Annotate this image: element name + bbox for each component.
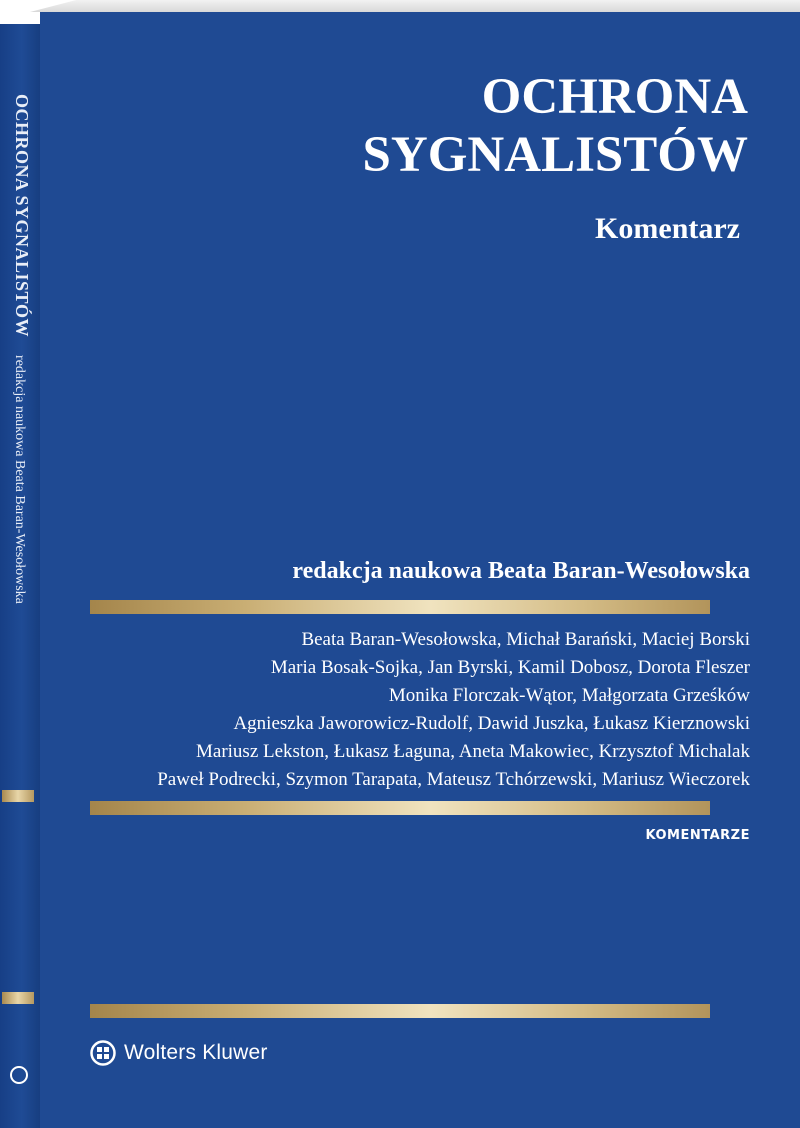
page-edges — [30, 0, 800, 12]
series-label: KOMENTARZE — [645, 828, 750, 843]
author-line: Monika Florczak-Wątor, Małgorzata Grześków — [388, 685, 750, 706]
spine-gold-band — [2, 790, 34, 802]
author-line: Beata Baran-Wesołowska, Michał Barański, Maciej Borski — [301, 629, 750, 650]
author-line: Mariusz Lekston, Łukasz Łaguna, Aneta Makowiec, Krzysztof Michalak — [196, 741, 750, 762]
gold-divider — [90, 801, 710, 815]
wolters-kluwer-logo-icon — [90, 1040, 116, 1066]
author-line: Maria Bosak-Sojka, Jan Byrski, Kamil Dobosz, Dorota Fleszer — [270, 657, 750, 678]
publisher-logo — [90, 1040, 268, 1066]
book-spine — [0, 24, 40, 1128]
author-list — [157, 626, 750, 794]
book-subtitle: Komentarz — [595, 212, 740, 245]
spine-editor: redakcja naukowa Beata Baran-Wesołowska — [12, 355, 27, 604]
gold-divider — [90, 1004, 710, 1018]
author-line: Agnieszka Jaworowicz-Rudolf, Dawid Juszka, Łukasz Kierznowski — [233, 713, 750, 734]
spine-gold-band — [2, 992, 34, 1004]
author-line: Paweł Podrecki, Szymon Tarapata, Mateusz Tchórzewski, Mariusz Wieczorek — [157, 769, 750, 790]
title-line-2: SYGNALISTÓW — [362, 127, 748, 183]
spine-text — [11, 94, 32, 604]
editor-line: redakcja naukowa Beata Baran-Wesołowska — [292, 558, 750, 584]
publisher-name: Wolters Kluwer — [124, 1041, 268, 1064]
book-title — [363, 68, 748, 184]
spine-title: OCHRONA SYGNALISTÓW — [12, 94, 32, 338]
title-line-1: OCHRONA — [481, 69, 748, 125]
spine-logo-icon — [10, 1066, 28, 1084]
gold-divider — [90, 600, 710, 614]
